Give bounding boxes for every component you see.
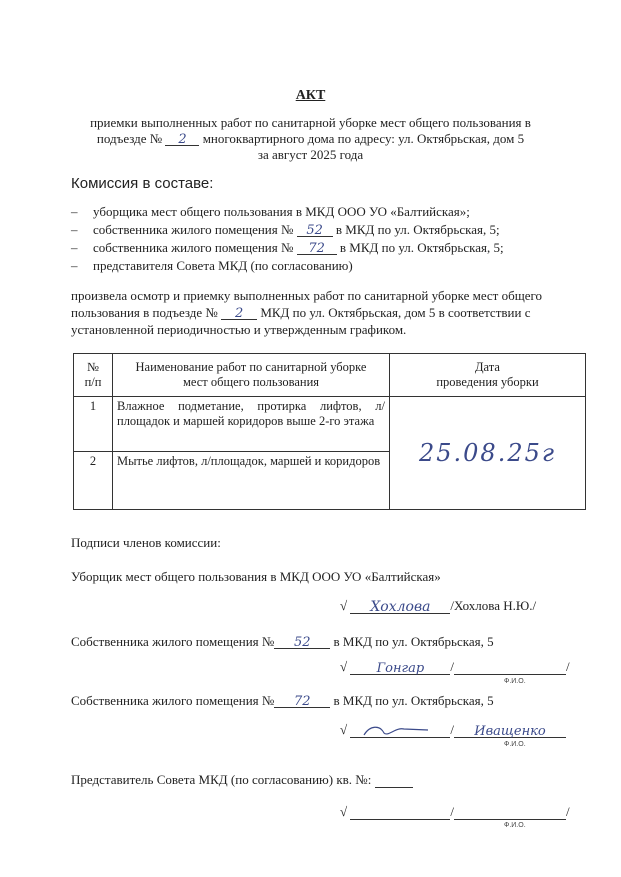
owner1-signature-row bbox=[340, 659, 570, 675]
col-date-header bbox=[390, 354, 586, 397]
separator-slash: / bbox=[450, 804, 455, 819]
owner2-name-line bbox=[454, 723, 566, 738]
row-number: 1 bbox=[74, 397, 113, 452]
check-mark: √ bbox=[340, 598, 348, 613]
owner1-name-line bbox=[454, 660, 566, 675]
entrance-number: 2 bbox=[234, 306, 244, 321]
owner2-name: Иващенко bbox=[474, 724, 546, 739]
row-work: Влажное подметание, протирка лифтов, л/площадок и маршей коридоров выше 2-го этажа bbox=[113, 397, 390, 452]
table-header-row bbox=[74, 354, 586, 397]
document-title: АКТ bbox=[295, 88, 326, 103]
owner-label: в МКД по ул. Октябрьская, 5 bbox=[333, 693, 494, 708]
inspection-line-3: установленной периодичностью и утвержденным графиком. bbox=[71, 322, 407, 337]
col-work-header-line: Наименование работ по санитарной уборке bbox=[135, 360, 367, 374]
check-mark: √ bbox=[340, 804, 348, 819]
apartment-number: 72 bbox=[308, 241, 325, 256]
commission-heading: Комиссия в составе: bbox=[71, 175, 214, 192]
row-number: 2 bbox=[74, 452, 113, 510]
owner-label: Собственника жилого помещения № bbox=[71, 634, 275, 649]
col-date-header-line: проведения уборки bbox=[436, 375, 539, 389]
cleaner-signature: Хохлова bbox=[370, 599, 431, 615]
commission-item-council bbox=[71, 258, 353, 274]
list-dash: – bbox=[71, 258, 78, 273]
owner1-line bbox=[71, 634, 494, 650]
commission-item-text: уборщика мест общего пользования в МКД ООО УО «Балтийская»; bbox=[93, 204, 470, 219]
owner2-signature-row bbox=[340, 722, 566, 738]
commission-item-text: собственника жилого помещения № bbox=[93, 222, 294, 237]
inspection-line-2 bbox=[71, 305, 530, 321]
cleaning-date-cell bbox=[390, 397, 586, 510]
list-dash: – bbox=[71, 240, 78, 255]
check-mark: √ bbox=[340, 722, 348, 737]
works-table bbox=[73, 353, 586, 510]
owner1-signature: Гонгар bbox=[376, 661, 425, 676]
council-name-line bbox=[454, 805, 566, 820]
commission-item-text: представителя Совета МКД (по согласованию) bbox=[93, 258, 353, 273]
apartment-number-field bbox=[297, 240, 337, 255]
owner-label: в МКД по ул. Октябрьская, 5 bbox=[333, 634, 494, 649]
apartment-number: 52 bbox=[306, 223, 323, 238]
owner-label: Собственника жилого помещения № bbox=[71, 693, 275, 708]
cleaner-signature-line bbox=[350, 599, 450, 614]
apartment-number-field bbox=[274, 693, 330, 708]
col-work-header-line: мест общего пользования bbox=[182, 375, 320, 389]
col-number-header-line: п/п bbox=[84, 375, 102, 389]
fio-caption: Ф.И.О. bbox=[504, 822, 526, 829]
owner2-signature-scribble bbox=[350, 723, 450, 739]
signatures-heading: Подписи членов комиссии: bbox=[71, 535, 221, 550]
header-entrance-prefix: подъезде № bbox=[96, 131, 163, 146]
commission-item-text: собственника жилого помещения № bbox=[93, 240, 294, 255]
table-row bbox=[74, 397, 586, 452]
owner2-line bbox=[71, 693, 494, 709]
commission-item-owner-1 bbox=[71, 222, 500, 238]
fio-caption: Ф.И.О. bbox=[504, 741, 526, 748]
commission-item-text: в МКД по ул. Октябрьская, 5; bbox=[335, 222, 500, 237]
header-entrance-field bbox=[165, 131, 199, 146]
apartment-number: 52 bbox=[294, 635, 311, 650]
inspection-text: пользования в подъезде № bbox=[71, 305, 218, 320]
row-work: Мытье лифтов, л/площадок, маршей и коридоров bbox=[113, 452, 390, 510]
separator-slash: / bbox=[566, 659, 570, 674]
owner1-signature-line bbox=[350, 660, 450, 675]
owner2-signature-line bbox=[350, 723, 450, 738]
header-entrance-number: 2 bbox=[178, 132, 187, 147]
list-dash: – bbox=[71, 222, 78, 237]
header-entrance-suffix: многоквартирного дома по адресу: ул. Октябрьская, дом 5 bbox=[202, 131, 525, 146]
apartment-number-field bbox=[274, 634, 330, 649]
entrance-number-field bbox=[221, 305, 257, 320]
col-date-header-line: Дата bbox=[475, 360, 500, 374]
cleaner-label: Уборщик мест общего пользования в МКД ООО УО «Балтийская» bbox=[71, 569, 441, 584]
inspection-text: МКД по ул. Октябрьская, дом 5 в соответствии с bbox=[260, 305, 531, 320]
col-work-header bbox=[113, 354, 390, 397]
header-line-1: приемки выполненных работ по санитарной уборке мест общего пользования в bbox=[90, 115, 531, 130]
council-signature-row bbox=[340, 804, 570, 820]
col-number-header-line: № bbox=[87, 360, 99, 374]
inspection-line-1: произвела осмотр и приемку выполненных работ по санитарной уборке мест общего bbox=[71, 288, 543, 303]
apartment-number-field bbox=[297, 222, 333, 237]
commission-item-owner-2 bbox=[71, 240, 504, 256]
col-number-header bbox=[74, 354, 113, 397]
apartment-number: 72 bbox=[294, 694, 311, 709]
commission-item-text: в МКД по ул. Октябрьская, 5; bbox=[339, 240, 504, 255]
separator-slash: / bbox=[450, 722, 455, 737]
fio-caption: Ф.И.О. bbox=[504, 678, 526, 685]
council-rep-label: Представитель Совета МКД (по согласованию) кв. №: bbox=[71, 772, 372, 787]
check-mark: √ bbox=[340, 659, 348, 674]
cleaning-date: 25.08.25г bbox=[418, 439, 556, 467]
council-signature-line bbox=[350, 805, 450, 820]
council-rep-line bbox=[71, 772, 413, 788]
commission-item-cleaner bbox=[71, 204, 470, 220]
cleaner-signature-row bbox=[340, 598, 536, 614]
separator-slash: / bbox=[566, 804, 570, 819]
cleaner-name: /Хохлова Н.Ю./ bbox=[450, 598, 537, 613]
list-dash: – bbox=[71, 204, 78, 219]
separator-slash: / bbox=[450, 659, 455, 674]
council-apartment-field bbox=[375, 773, 413, 788]
header-line-2 bbox=[0, 131, 621, 147]
header-line-3: за август 2025 года bbox=[257, 147, 364, 162]
